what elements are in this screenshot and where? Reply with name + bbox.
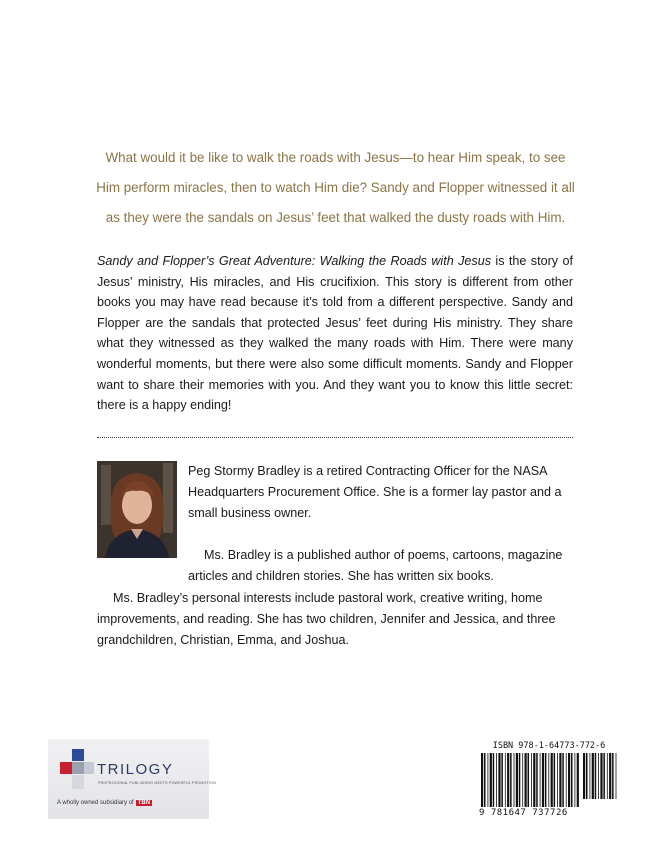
barcode-bar	[507, 753, 509, 807]
barcode-bar	[510, 753, 512, 807]
barcode-bar	[612, 753, 614, 799]
barcode-bar	[603, 753, 605, 799]
barcode-bar	[493, 753, 495, 807]
barcode-bar	[548, 753, 549, 807]
publisher-subsidiary-note	[57, 800, 152, 806]
barcode-bar	[533, 753, 535, 807]
barcode-bar	[577, 753, 579, 807]
publisher-tagline: PROFESSIONAL PUBLISHING MEETS POWERFUL PROMOTION	[98, 781, 216, 785]
barcode-bar	[562, 753, 564, 807]
publisher-name: TRILOGY	[97, 761, 174, 778]
barcode-bar	[496, 753, 497, 807]
barcode-bar	[607, 753, 608, 799]
author-photo	[97, 461, 177, 558]
tagline-line: as they were the sandals on Jesus’ feet that walked the dusty roads with Him.	[105, 210, 566, 225]
barcode-bar	[498, 753, 500, 807]
barcode-bar	[484, 753, 486, 807]
barcode-bar	[568, 753, 570, 807]
trilogy-cross-icon	[60, 749, 94, 793]
back-cover-tagline	[92, 143, 579, 233]
barcode-bar	[609, 753, 611, 799]
book-title: Sandy and Flopper’s Great Adventure: Walking the Roads with Jesus	[97, 254, 492, 268]
barcode-bar	[551, 753, 553, 807]
barcode-bar	[519, 753, 521, 807]
dotted-divider	[97, 437, 573, 438]
barcode-bar	[554, 753, 556, 807]
tagline-line: What would it be like to walk the roads with Jesus—to hear Him speak, to see	[105, 150, 566, 165]
barcode-bar	[490, 753, 492, 807]
barcode-bar	[595, 753, 597, 799]
barcode-bar	[557, 753, 558, 807]
barcode-bar	[505, 753, 506, 807]
author-bio-paragraph: Peg Stormy Bradley is a retired Contracting Officer for the NASA Headquarters Procurement Office. She is a former lay pastor and a small business owner.	[188, 464, 562, 520]
barcode-bar	[514, 753, 515, 807]
barcode-bar	[592, 753, 594, 799]
isbn-label	[479, 741, 619, 751]
barcode-bar	[571, 753, 573, 807]
barcode-bar	[598, 753, 599, 799]
barcode-bar	[540, 753, 541, 807]
barcode-bar	[559, 753, 561, 807]
isbn-barcode	[479, 753, 619, 809]
barcode-digits: 9 781647 737726	[479, 808, 568, 818]
barcode-bar	[616, 753, 617, 799]
barcode-bar	[542, 753, 544, 807]
barcode-bar	[545, 753, 547, 807]
barcode-bar	[481, 753, 483, 807]
barcode-bar	[528, 753, 530, 807]
publisher-logo	[48, 739, 216, 819]
barcode-bar	[531, 753, 532, 807]
barcode-bar	[575, 753, 576, 807]
tagline-line: Him perform miracles, then to watch Him die? Sandy and Flopper witnessed it all	[96, 180, 575, 195]
barcode-bar	[586, 753, 588, 799]
author-bio-paragraph: Ms. Bradley is a published author of poems, cartoons, magazine articles and children stories. She has written six books.	[188, 548, 563, 583]
tbn-logo: TBN	[137, 800, 151, 806]
barcode-bar	[566, 753, 567, 807]
synopsis-body: is the story of Jesus’ ministry, His miracles, and His crucifixion. This story is different from other books you may have read because it’s told from a different perspective. Sandy and Flopper are the sandals that protected Jesus’ feet during His ministry. They share what they witnessed as they walked the many roads with Him. There were many wonderful moments, but there were also some difficult moments. Sandy and Flopper want to share their memories with you. And they want you to know this little secret: there is a happy ending!	[97, 254, 573, 413]
barcode-bar	[522, 753, 523, 807]
barcode-bar	[583, 753, 585, 799]
subsidiary-text: A wholly owned subsidiary of	[57, 800, 134, 806]
author-bio-paragraph: Ms. Bradley’s personal interests include pastoral work, creative writing, home improvements, and reading. She has two children, Jennifer and Jessica, and three grandchildren, Christian, Emma, and Joshua.	[97, 591, 556, 647]
barcode-bar	[525, 753, 527, 807]
barcode-bar	[600, 753, 602, 799]
barcode-bar	[516, 753, 518, 807]
barcode-bar	[488, 753, 489, 807]
barcode-bar	[590, 753, 591, 799]
isbn-number: ISBN 978-1-64773-772-6	[492, 741, 606, 751]
barcode-bar	[536, 753, 538, 807]
book-synopsis	[97, 251, 573, 416]
barcode-bar	[501, 753, 503, 807]
